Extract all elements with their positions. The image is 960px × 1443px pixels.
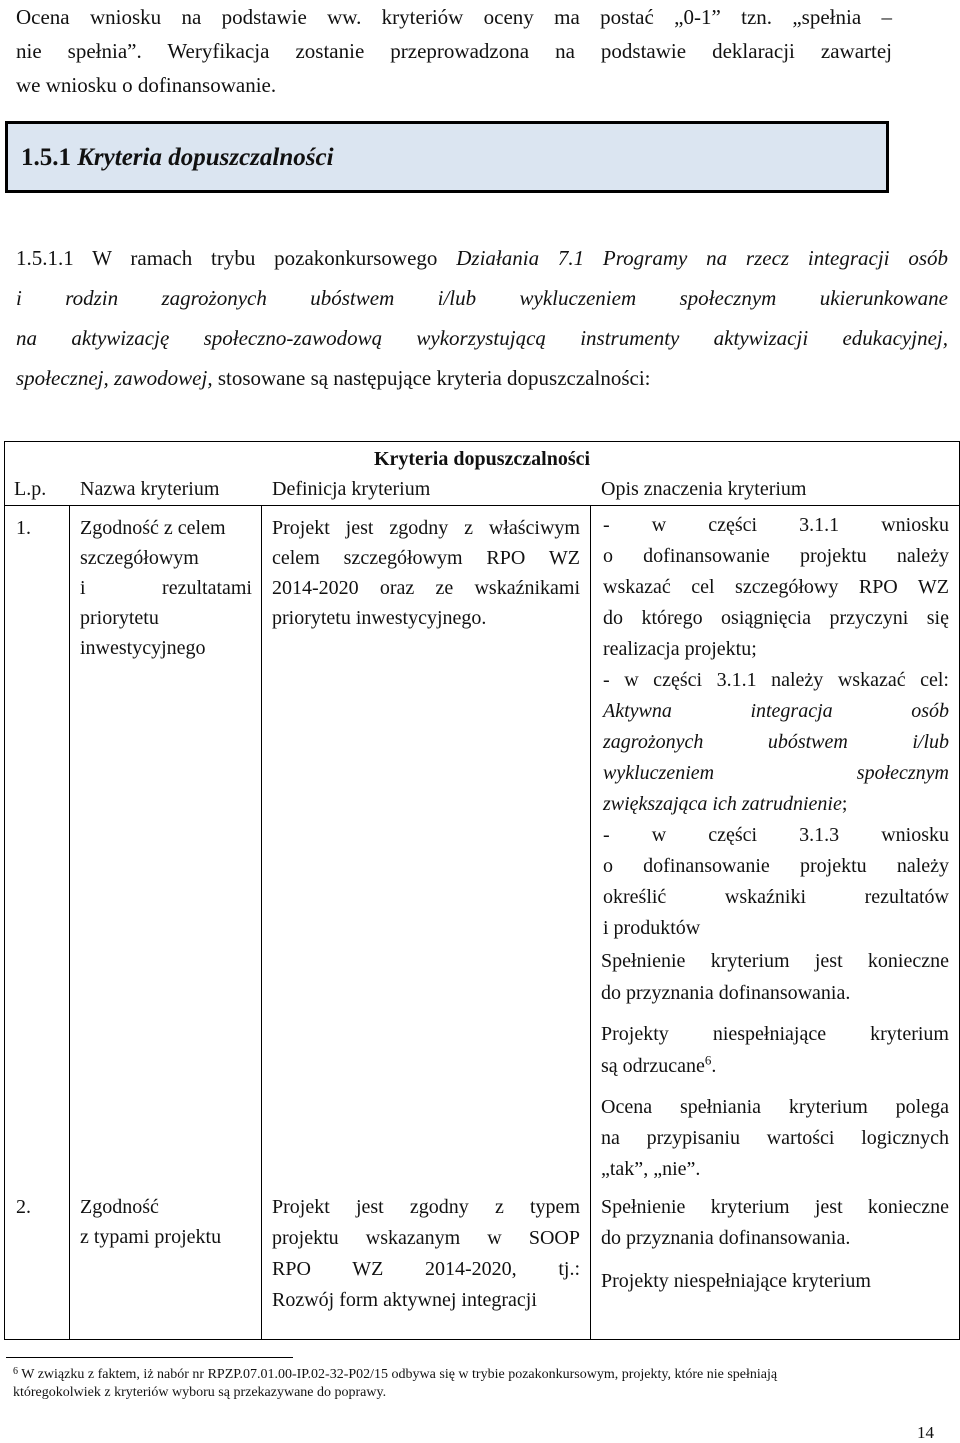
definition-line: Rozwój form aktywnej integracji bbox=[272, 1289, 537, 1311]
description-line: - w części 3.1.1 należy wskazać cel: bbox=[603, 669, 949, 691]
name-line: i rezultatami bbox=[80, 577, 252, 599]
section-title-text: Kryteria dopuszczalności bbox=[77, 144, 334, 171]
definition-line: priorytetu inwestycyjnego. bbox=[272, 607, 487, 629]
paragraph-line: na aktywizację społeczno-zawodową wykorzystującą instrumenty aktywizacji edukacyjnej, bbox=[16, 326, 948, 350]
rejection-text: są odrzucane bbox=[601, 1055, 705, 1077]
intro-line: we wniosku o dofinansowanie. bbox=[16, 73, 277, 97]
description-line: - w części 3.1.1 wniosku bbox=[603, 514, 949, 536]
definition-line: 2014-2020 oraz ze wskaźnikami bbox=[272, 577, 580, 599]
section-title bbox=[21, 144, 334, 172]
description-line: Aktywna integracja osób bbox=[603, 700, 949, 722]
header-definition: Definicja kryterium bbox=[272, 478, 431, 500]
logic-line: „tak”, „nie”. bbox=[601, 1158, 701, 1180]
name-line: z typami projektu bbox=[80, 1226, 222, 1248]
rejection-punct: . bbox=[711, 1055, 717, 1077]
definition-line: Projekt jest zgodny z typem bbox=[272, 1196, 580, 1218]
description-line: wykluczeniem społecznym bbox=[603, 762, 949, 784]
table-caption: Kryteria dopuszczalności bbox=[373, 448, 591, 470]
footnote-line: któregokolwiek z kryteriów wyboru są przekazywane do poprawy. bbox=[13, 1385, 387, 1400]
row-1-name bbox=[80, 513, 252, 663]
rejection-line: Projekty niespełniające kryterium bbox=[601, 1023, 949, 1045]
footnote-marker: 6 bbox=[704, 1052, 712, 1068]
requirement-line: Spełnienie kryterium jest konieczne bbox=[601, 950, 949, 972]
definition-line: projektu wskazanym w SOOP bbox=[272, 1227, 580, 1249]
description-line: realizacja projektu; bbox=[603, 638, 757, 660]
description-line: zagrożonych ubóstwem i/lub bbox=[603, 731, 949, 753]
row-2-name bbox=[80, 1192, 252, 1252]
description-punct: ; bbox=[841, 793, 848, 815]
footnote-separator bbox=[6, 1357, 293, 1358]
description-line: - w części 3.1.3 wniosku bbox=[603, 824, 949, 846]
row-2-requirement bbox=[601, 1192, 949, 1254]
row-1-logic bbox=[601, 1092, 949, 1185]
definition-line: Projekt jest zgodny z właściwym bbox=[272, 517, 580, 539]
description-line: do którego osiągnięcia przyczyni się bbox=[603, 607, 949, 629]
paragraph-italic: społecznej, zawodowej, bbox=[16, 366, 218, 390]
name-line: inwestycyjnego bbox=[80, 637, 206, 659]
row-2-rejection: Projekty niespełniające kryterium bbox=[601, 1270, 871, 1292]
row-2-definition bbox=[272, 1192, 580, 1316]
footnote bbox=[13, 1366, 893, 1402]
name-line: Zgodność bbox=[80, 1196, 159, 1218]
header-description: Opis znaczenia kryterium bbox=[601, 478, 807, 500]
definition-line: RPO WZ 2014-2020, tj.: bbox=[272, 1258, 580, 1280]
column-divider bbox=[261, 505, 262, 1339]
rejection-line bbox=[601, 1050, 949, 1082]
paragraph-line bbox=[16, 358, 948, 398]
row-1-description bbox=[603, 510, 949, 944]
row-2-lp: 2. bbox=[16, 1196, 31, 1218]
paragraph-text: stosowane są następujące kryteria dopuszczalności: bbox=[217, 366, 651, 390]
criteria-table bbox=[4, 441, 960, 1340]
row-1-definition bbox=[272, 513, 580, 633]
column-divider bbox=[69, 505, 70, 1339]
row-1-lp: 1. bbox=[16, 517, 31, 539]
header-lp: L.p. bbox=[14, 478, 47, 500]
name-line: szczegółowym bbox=[80, 547, 199, 569]
intro-line: nie spełnia”. Weryfikacja zostanie przeprowadzona na podstawie deklaracji zawartej bbox=[16, 39, 892, 63]
page-number: 14 bbox=[917, 1423, 934, 1442]
intro-line: Ocena wniosku na podstawie ww. kryteriów oceny ma postać „0-1” tzn. „spełnia – bbox=[16, 5, 892, 29]
section-number: 1.5.1 bbox=[21, 144, 71, 171]
description-italic: zwiększająca ich zatrudnienie bbox=[603, 793, 842, 815]
requirement-line: Spełnienie kryterium jest konieczne bbox=[601, 1196, 949, 1218]
paragraph-line: i rodzin zagrożonych ubóstwem i/lub wykluczeniem społecznym ukierunkowane bbox=[16, 286, 948, 310]
paragraph-text: 1.5.1.1 W ramach trybu pozakonkursowego bbox=[16, 246, 457, 270]
description-line: określić wskaźniki rezultatów bbox=[603, 886, 949, 908]
footnote-text: W związku z faktem, iż nabór nr RPZP.07.01.00-IP.02-32-P02/15 odbywa się w trybie pozakonkursowym, projekty, które nie spełniają bbox=[21, 1367, 778, 1382]
paragraph-line bbox=[16, 238, 948, 278]
logic-line: na przypisaniu wartości logicznych bbox=[601, 1127, 949, 1149]
column-divider bbox=[590, 505, 591, 1339]
name-line: priorytetu bbox=[80, 607, 159, 629]
footnote-line bbox=[13, 1366, 893, 1384]
paragraph-italic: Działania 7.1 Programy na rzecz integracji osób bbox=[456, 246, 948, 270]
description-line: o dofinansowanie projektu należy bbox=[603, 855, 949, 877]
header-name: Nazwa kryterium bbox=[80, 478, 220, 500]
table-header-divider bbox=[5, 505, 959, 506]
row-1-rejection bbox=[601, 1018, 949, 1082]
requirement-line: do przyznania dofinansowania. bbox=[601, 1227, 851, 1249]
name-line: Zgodność z celem bbox=[80, 517, 226, 539]
row-1-requirement bbox=[601, 945, 949, 1009]
definition-line: celem szczegółowym RPO WZ bbox=[272, 547, 580, 569]
footnote-number: 6 bbox=[13, 1366, 18, 1377]
section-heading-box bbox=[5, 121, 889, 193]
description-line: i produktów bbox=[603, 917, 701, 939]
description-line: wskazać cel szczegółowy RPO WZ bbox=[603, 576, 949, 598]
description-line: o dofinansowanie projektu należy bbox=[603, 545, 949, 567]
subsection-paragraph bbox=[16, 238, 948, 398]
intro-paragraph bbox=[16, 0, 892, 102]
logic-line: Ocena spełniania kryterium polega bbox=[601, 1096, 949, 1118]
requirement-line: do przyznania dofinansowania. bbox=[601, 982, 851, 1004]
description-line bbox=[603, 789, 949, 820]
